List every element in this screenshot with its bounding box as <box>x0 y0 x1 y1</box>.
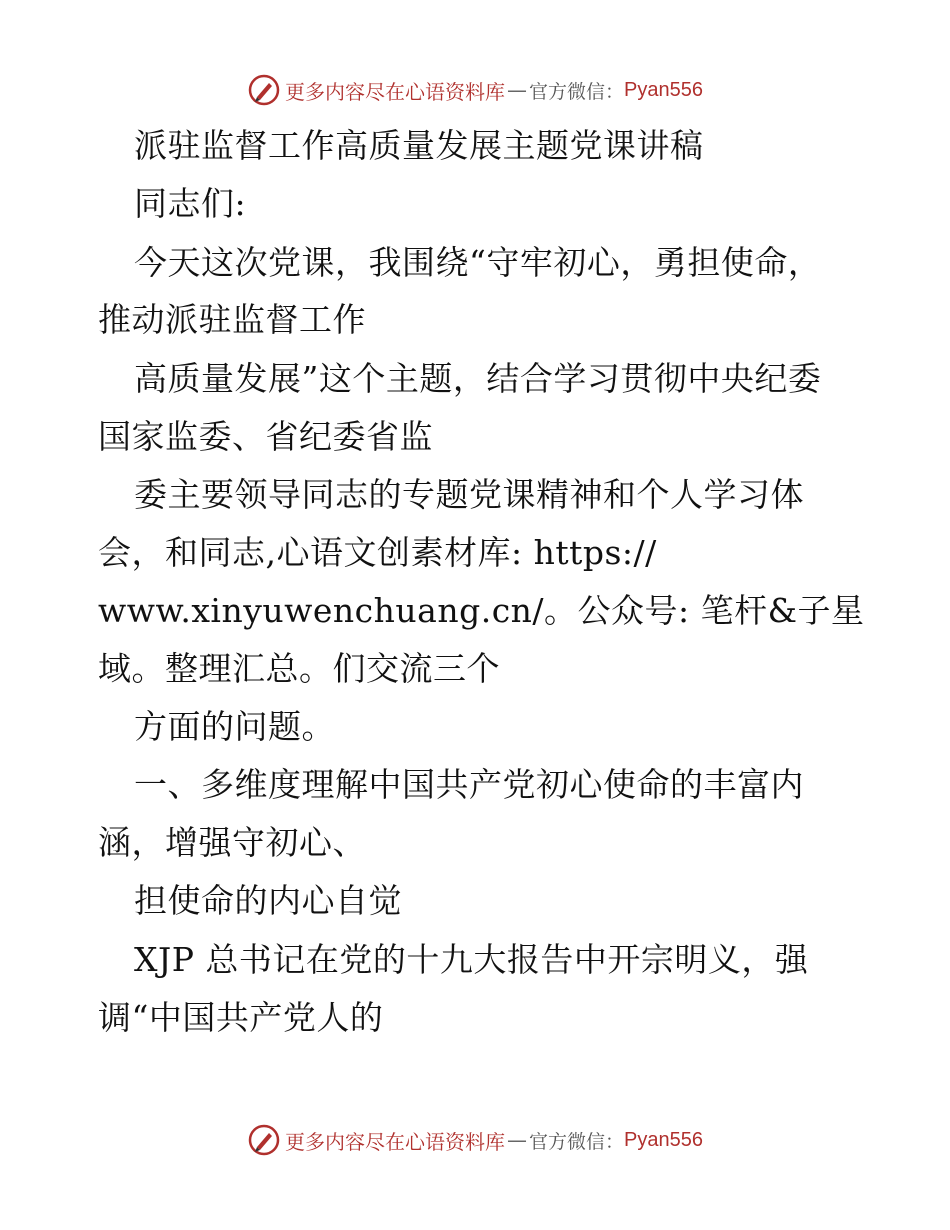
pen-logo-icon <box>247 73 281 107</box>
watermark-header <box>0 70 950 110</box>
paragraph-line: 国家监委、省纪委省监 <box>98 417 433 456</box>
paragraph-line: 同志们: <box>134 184 247 223</box>
document-title: 派驻监督工作高质量发展主题党课讲稿 <box>134 126 704 165</box>
section-heading-line: 担使命的内心自觉 <box>134 881 402 920</box>
pen-logo-icon <box>247 1123 281 1157</box>
paragraph-line: 调“中国共产党人的 <box>98 998 384 1037</box>
paragraph-line: 会，和同志,心语文创素材库: https:// <box>98 533 657 572</box>
paragraph-line: XJP 总书记在党的十九大报告中开宗明义，强 <box>134 940 809 979</box>
paragraph-line: 域。整理汇总。们交流三个 <box>98 649 500 688</box>
paragraph-line: 高质量发展”这个主题，结合学习贯彻中央纪委 <box>134 359 822 398</box>
paragraph-line: www.xinyuwenchuang.cn/。公众号: 笔杆&子星 <box>98 591 865 630</box>
watermark-wechat-id: Pyan556 <box>624 78 703 101</box>
paragraph-line: 今天这次党课，我围绕“守牢初心，勇担使命， <box>134 243 822 282</box>
watermark-wechat-id: Pyan556 <box>624 1128 703 1151</box>
watermark-wechat-label: 官方微信： <box>529 1130 625 1153</box>
watermark-main-text: 更多内容尽在心语资料库 <box>285 79 505 104</box>
watermark-wechat-label: 官方微信： <box>529 80 625 103</box>
watermark-footer <box>0 1120 950 1160</box>
watermark-dash: — <box>507 78 527 102</box>
watermark-dash: — <box>507 1128 527 1152</box>
watermark-main-text: 更多内容尽在心语资料库 <box>285 1129 505 1154</box>
paragraph-line: 委主要领导同志的专题党课精神和个人学习体 <box>134 475 804 514</box>
paragraph-line: 推动派驻监督工作 <box>98 300 366 339</box>
section-heading-line: 一、多维度理解中国共产党初心使命的丰富内 <box>134 765 804 804</box>
paragraph-line: 方面的问题。 <box>134 707 335 746</box>
section-heading-line: 涵，增强守初心、 <box>98 823 366 862</box>
